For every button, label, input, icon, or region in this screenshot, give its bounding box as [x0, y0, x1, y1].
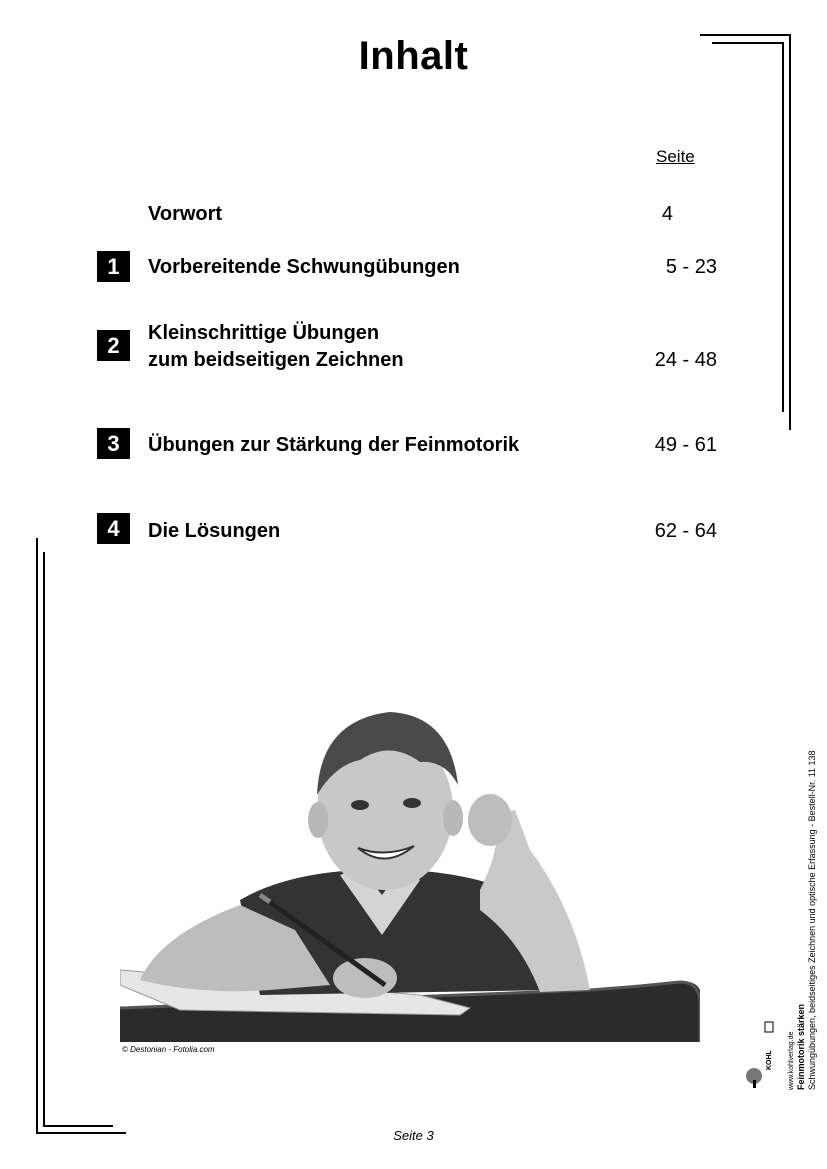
frame-left-line-1 — [36, 538, 38, 1134]
toc-item-title: Die Lösungen — [148, 520, 281, 542]
toc-item-pages: 24 - 48 — [654, 349, 717, 371]
toc-item-title-line-2: zum beidseitigen Zeichnen — [148, 349, 404, 371]
sidebar-title: Feinmotorik stärken — [796, 1003, 806, 1090]
toc-number-badge: 4 — [97, 513, 130, 544]
frame-bottom-line-2 — [43, 1125, 113, 1127]
frame-right-line-2 — [782, 42, 784, 412]
toc-number-badge: 2 — [97, 330, 130, 361]
sidebar-website: www.kohlverlag.de — [788, 1031, 795, 1090]
sidebar-subtitle: Schwungübungen, beidseitiges Zeichnen und optische Erfassung - Bestell-Nr. 11 138 — [807, 750, 817, 1090]
toc-number-badge: 1 — [97, 251, 130, 282]
frame-left-line-2 — [43, 552, 45, 1127]
toc-item-pages: 62 - 64 — [654, 520, 717, 542]
toc-number-badge: 3 — [97, 428, 130, 459]
photo-credit: © Destonian - Fotolia.com — [122, 1045, 215, 1054]
sidebar-publication-info — [796, 620, 818, 1090]
toc-vorwort-title: Vorwort — [148, 203, 223, 225]
toc-item-title: Übungen zur Stärkung der Feinmotorik — [148, 434, 520, 456]
page-footer-number: Seite 3 — [393, 1128, 434, 1143]
page-title: Inhalt — [358, 34, 469, 78]
frame-right-line-1 — [789, 34, 791, 430]
boy-drawing-photo — [120, 690, 700, 1042]
toc-item-title: Vorbereitende Schwungübungen — [148, 256, 460, 278]
toc-vorwort-pages: 4 — [661, 203, 673, 225]
toc-item-pages: 5 - 23 — [665, 256, 717, 278]
toc-item-pages: 49 - 61 — [654, 434, 717, 456]
logo-text: KOHL — [766, 1050, 773, 1070]
toc-item-title-line-1: Kleinschrittige Übungen — [148, 322, 380, 344]
page-column-header: Seite — [656, 147, 695, 166]
kohl-publisher-logo — [744, 1020, 774, 1090]
